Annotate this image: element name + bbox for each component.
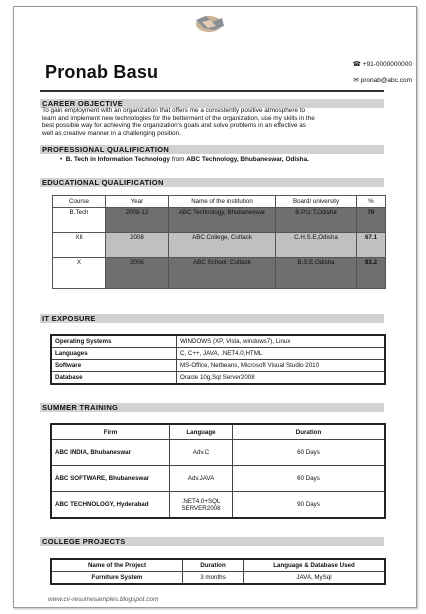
category-cell: Languages [51, 348, 177, 360]
duration-cell: 90 Days [233, 492, 386, 519]
column-header: Firm [51, 424, 170, 440]
column-header: Duration [233, 424, 386, 440]
career-objective-heading: CAREER OBJECTIVE [40, 99, 384, 108]
education-table [52, 195, 386, 289]
table-row [51, 466, 385, 492]
value-cell: Oracle 10g,Sql Server2008 [177, 372, 386, 385]
degree: B. Tech [65, 156, 89, 163]
from-text: from [169, 156, 187, 163]
course-cell: X [53, 258, 106, 289]
header-rule [40, 90, 384, 92]
table-row [51, 440, 385, 466]
career-objective-text [42, 107, 384, 137]
table-row [51, 360, 385, 372]
table-header-row [51, 424, 385, 440]
project-name-cell: Furniture System [51, 572, 183, 585]
firm-cell: ABC SOFTWARE, Bhubaneswar [51, 466, 170, 492]
qualification-list-item: • B. Tech in Information Technology from ABC Technology, Bhubaneswar, Odisha. [60, 156, 309, 163]
language-cell: Adv.JAVA [170, 466, 233, 492]
column-header: Board/ university [276, 196, 357, 208]
college-projects-heading: COLLEGE PROJECTS [40, 537, 384, 546]
candidate-name: Pronab Basu [45, 62, 159, 82]
phone-number: +91-0000000000 [362, 61, 412, 68]
table-row [53, 208, 386, 233]
educational-qualification-heading: EDUCATIONAL QUALIFICATION [40, 178, 384, 187]
column-header: Name of the Project [51, 559, 183, 572]
table-header-row [53, 196, 386, 208]
email-icon: ✉ [353, 77, 361, 84]
summer-training-table [50, 423, 386, 519]
table-row [51, 348, 385, 360]
percent-cell: 67.1 [357, 233, 386, 258]
column-header: Language & Database Used [244, 559, 386, 572]
column-header: Year [106, 196, 169, 208]
value-cell: C, C++, JAVA, .NET4.0,HTML [177, 348, 386, 360]
course-cell: XII [53, 233, 106, 258]
institution-cell: ABC School, Cuttack [169, 258, 276, 289]
language-cell: .NET4.0+SQL SERVER2008 [170, 492, 233, 519]
degree-field: in Information Technology [88, 156, 170, 163]
year-cell: 2008-12 [106, 208, 169, 233]
institution: ABC Technology, Bhubaneswar, Odisha. [186, 156, 309, 163]
table-row [51, 492, 385, 519]
category-cell: Database [51, 372, 177, 385]
college-projects-table [50, 558, 386, 585]
column-header: Language [170, 424, 233, 440]
career-line: well as creative manner in a challenging position. [42, 129, 181, 137]
course-cell: B.Tech [53, 208, 106, 233]
project-language-cell: JAVA, MySql [244, 572, 386, 585]
footer-url: www.cv-resumesamples.blogspot.com [48, 596, 159, 603]
institution-cell: ABC College, Cuttack [169, 233, 276, 258]
summer-training-heading: SUMMER TRAINING [40, 403, 384, 412]
phone-icon: ☎ [352, 61, 363, 68]
phone-line [353, 60, 412, 68]
board-cell: B.S.E,Odisha [276, 258, 357, 289]
column-header: Name of the institution [169, 196, 276, 208]
category-cell: Operating Systems [51, 335, 177, 348]
language-cell: Adv.C [170, 440, 233, 466]
column-header: Course [53, 196, 106, 208]
project-duration-cell: 3 months [183, 572, 244, 585]
duration-cell: 60 Days [233, 466, 386, 492]
board-cell: B.P.U.T,Odisha [276, 208, 357, 233]
email-line [353, 76, 412, 84]
table-row [53, 258, 386, 289]
column-header: Duration [183, 559, 244, 572]
it-exposure-heading: IT EXPOSURE [40, 314, 384, 323]
it-exposure-table [50, 334, 386, 385]
table-row [51, 572, 385, 585]
email-address: pronab@abc.com [360, 77, 412, 84]
value-cell: WINDOWS (XP, Vista, windows7), Linux [177, 335, 386, 348]
firm-cell: ABC INDIA, Bhubaneswar [51, 440, 170, 466]
career-line: learn and implement new technologies for the betterment of the organization, use my skills in the [42, 114, 315, 122]
institution-cell: ABC Technology, Bhubaneswar [169, 208, 276, 233]
column-header: % [357, 196, 386, 208]
year-cell: 2006 [106, 258, 169, 289]
percent-cell: 83.2 [357, 258, 386, 289]
career-line: To gain employment with an organization that offers me a consistently positive atmosphere to [42, 107, 306, 114]
category-cell: Software [51, 360, 177, 372]
duration-cell: 60 Days [233, 440, 386, 466]
year-cell: 2008 [106, 233, 169, 258]
board-cell: C.H.S.E,Odisha [276, 233, 357, 258]
professional-qualification-heading: PROFESSIONAL QUALIFICATION [40, 145, 384, 154]
career-line: best possible way for achieving the organization's goals and solve problems in an effective as [42, 122, 306, 130]
firm-cell: ABC TECHNOLOGY, Hyderabad [51, 492, 170, 519]
table-row [51, 335, 385, 348]
table-row [53, 233, 386, 258]
percent-cell: 70 [357, 208, 386, 233]
table-row [51, 372, 385, 385]
value-cell: MS-Office, Netbeans, Microsoft Visual Studio 2010 [177, 360, 386, 372]
table-header-row [51, 559, 385, 572]
handshake-logo-icon [192, 10, 226, 36]
